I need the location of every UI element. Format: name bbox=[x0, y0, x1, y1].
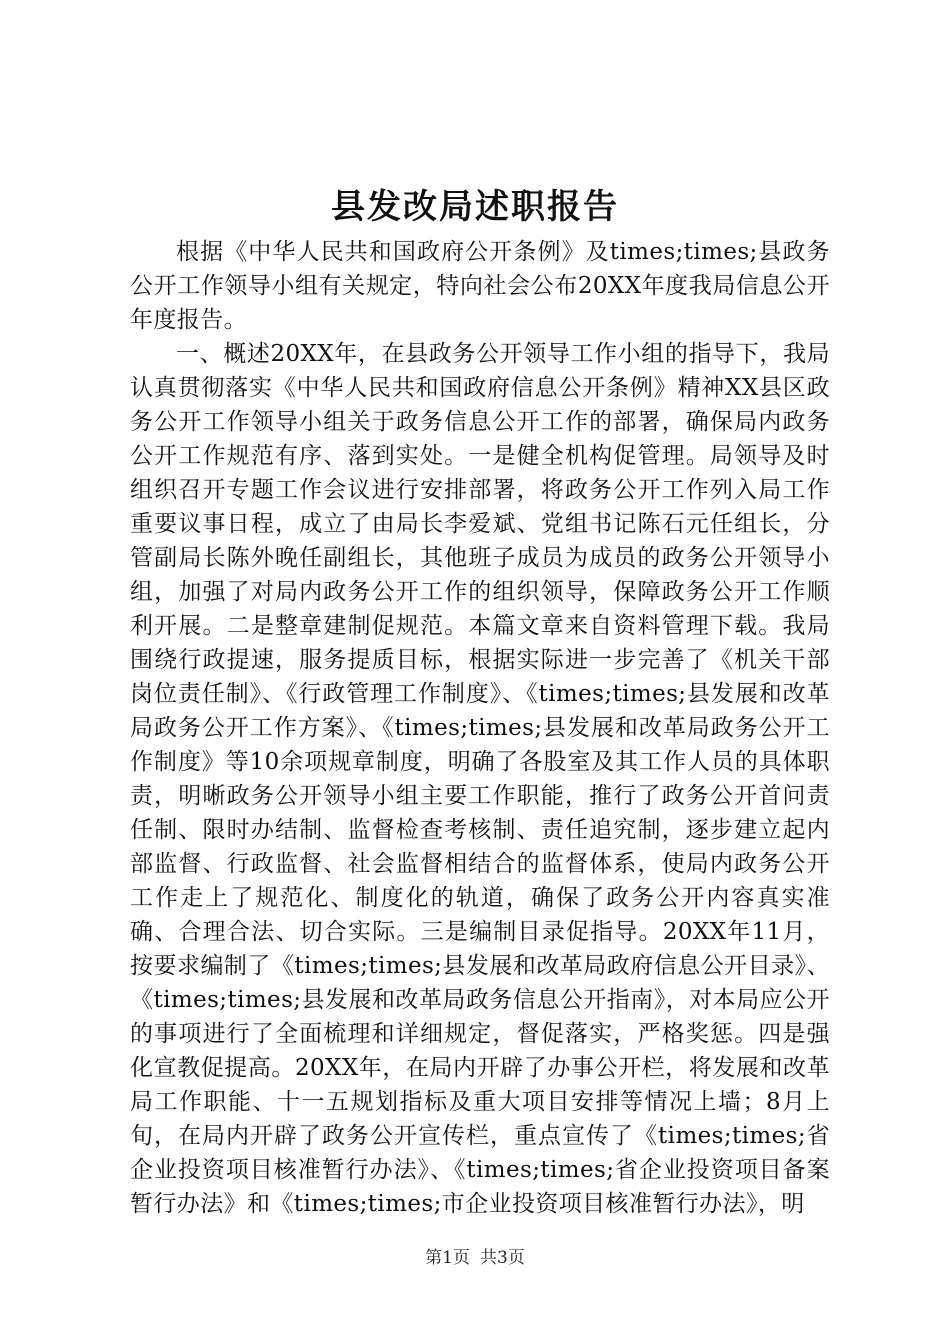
document-title: 县发改局述职报告 bbox=[331, 187, 619, 227]
page-footer bbox=[0, 1246, 950, 1270]
paragraph-intro: 根据《中华人民共和国政府公开条例》及times;times;县政务公开工作领导小组有关规定，特向社会公布20XX年度我局信息公开年度报告。 bbox=[130, 239, 830, 333]
paragraph-overview: 一、概述20XX年，在县政务公开领导工作小组的指导下，我局认真贯彻落实《中华人民共和国政府信息公开条例》精神XX县区政务公开工作领导小组关于政务信息公开工作的部署，确保局内政务公开工作规范有序、落到实处。一是健全机构促管理。局领导及时组织召开专题工作会议进行安排部署，将政务公开工作列入局工作重要议事日程，成立了由局长李爱斌、党组书记陈石元任组长，分管副局长陈外晚任副组长，其他班子成员为成员的政务公开领导小组，加强了对局内政务公开工作的组织领导，保障政务公开工作顺利开展。二是整章建制促规范。本篇文章来自资料管理下载。我局围绕行政提速，服务提质目标，根据实际进一步完善了《机关干部岗位责任制》、《行政管理工作制度》、《times;times;县发展和改革局政务公开工作方案》、《times;times;县发展和改革局政务公开工作制度》等10余项规章制度，明确了各股室及其工作人员的具体职责，明晰政务公开领导小组主要工作职能，推行了政务公开首问责任制、限时办结制、监督检查考核制、责任追究制，逐步建立起内部监督、行政监督、社会监督相结合的监督体系，使局内政务公开工作走上了规范化、制度化的轨道，确保了政务公开内容真实准确、合理合法、切合实际。三是编制目录促指导。20XX年11月，按要求编制了《times;times;县发展和改革局政府信息公开目录》、《times;times;县发展和改革局政务信息公开指南》，对本局应公开的事项进行了全面梳理和详细规定，督促落实，严格奖惩。四是强化宣教促提高。20XX年，在局内开辟了办事公开栏，将发展和改革局工作职能、十一五规划指标及重大项目安排等情况上墙；8月上旬，在局内开辟了政务公开宣传栏，重点宣传了《times;times;省企业投资项目核准暂行办法》、《times;times;省企业投资项目备案暂行办法》和《times;times;市企业投资项目核准暂行办法》，明 bbox=[130, 341, 830, 1217]
document-body bbox=[130, 235, 830, 1221]
page-total: 共3页 bbox=[480, 1248, 525, 1268]
page-number: 第1页 bbox=[425, 1248, 470, 1268]
